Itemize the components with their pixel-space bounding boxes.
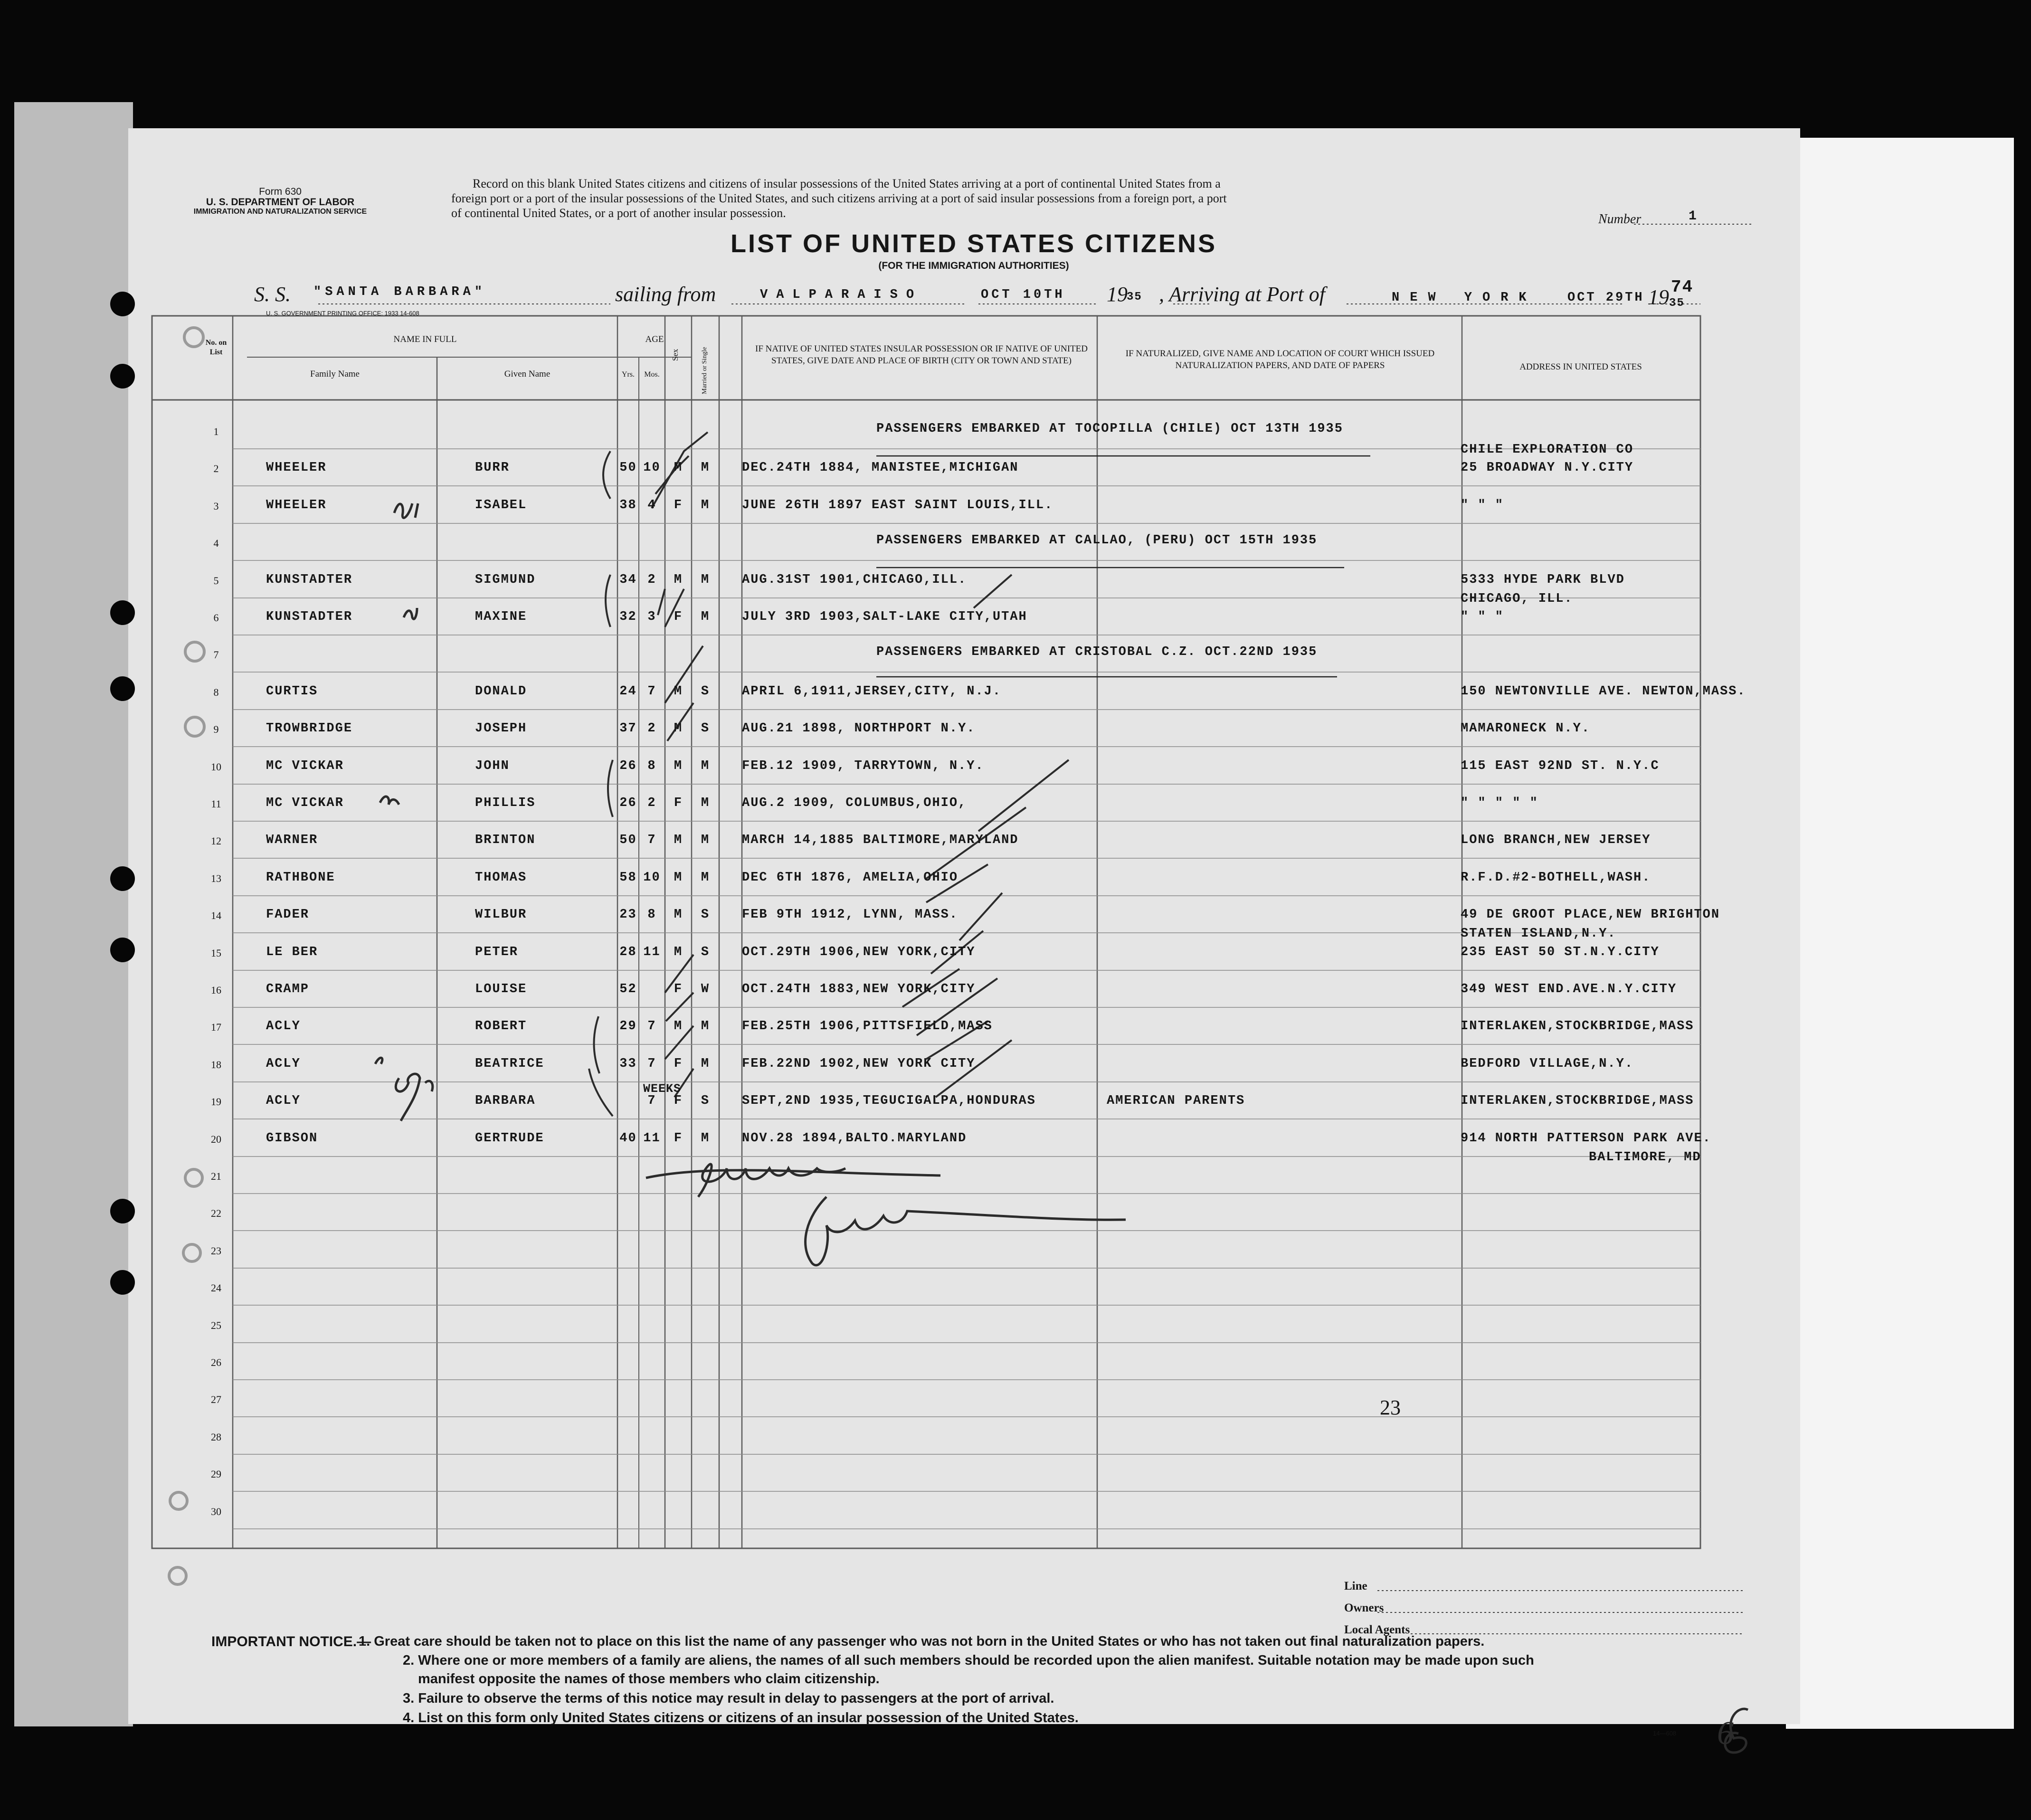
section-header: PASSENGERS EMBARKED AT CALLAO, (PERU) OCT 15TH 1935 [876, 533, 1318, 548]
age-years: 34 [619, 573, 637, 587]
section-header: PASSENGERS EMBARKED AT TOCOPILLA (CHILE) OCT 13TH 1935 [876, 422, 1343, 436]
col-header-address: ADDRESS IN UNITED STATES [1519, 362, 1642, 372]
address: MAMARONECK N.Y. [1461, 721, 1591, 736]
age-months: 7 [647, 684, 656, 699]
sailing-year: 35 [1127, 291, 1142, 303]
age-months: 8 [647, 759, 656, 773]
sex: F [674, 610, 683, 624]
sex: M [674, 1019, 683, 1033]
line-number: 10 [211, 761, 221, 773]
sex: F [674, 982, 683, 996]
given-name: SIGMUND [475, 573, 536, 587]
age-months: 11 [643, 945, 661, 959]
address: 150 NEWTONVILLE AVE. NEWTON,MASS. [1461, 684, 1746, 699]
family-name: ACLY [266, 1094, 301, 1108]
age-years: 33 [619, 1057, 637, 1071]
page-stamp: 23 [1380, 1396, 1401, 1419]
family-name: KUNSTADTER [266, 573, 353, 587]
given-name: BEATRICE [475, 1057, 544, 1071]
age-months: 2 [647, 573, 656, 587]
birth-date-place: FEB 9TH 1912, LYNN, MASS. [742, 908, 959, 922]
line-number: 9 [213, 723, 219, 735]
line-number: 2 [213, 463, 219, 474]
age-years: 26 [619, 759, 637, 773]
sex: M [674, 573, 683, 587]
sex: M [674, 461, 683, 475]
line-number: 24 [211, 1282, 221, 1294]
age-years: 32 [619, 610, 637, 624]
birth-date-place: FEB.22ND 1902,NEW YORK CITY [742, 1057, 976, 1071]
address: 25 BROADWAY N.Y.CITY [1461, 461, 1634, 475]
given-name: BURR [475, 461, 510, 475]
line-number: 11 [211, 798, 221, 810]
instruction-line-2: foreign port or a port of the insular possessions of the United States, and such citizens arriving at a port of said insular possessions from a foreign port, a port [451, 191, 1227, 205]
family-name: RATHBONE [266, 871, 335, 885]
notice-3: 3. Failure to observe the terms of this notice may result in delay to passengers at the port of arrival. [403, 1691, 1054, 1706]
address: BEDFORD VILLAGE,N.Y. [1461, 1057, 1634, 1071]
notice-2: 2. Where one or more members of a family are aliens, the names of all such members should be recorded upon the alien manifest. Suitable notation may be made upon such [403, 1653, 1534, 1668]
arrival-port: NEW YORK [1392, 291, 1537, 305]
given-name: PETER [475, 945, 519, 959]
line-number: 15 [211, 947, 221, 959]
address: " " " " " [1461, 796, 1538, 810]
sex: M [674, 759, 683, 773]
marital-status: M [701, 871, 710, 885]
marital-status: M [701, 833, 710, 847]
age-years: 38 [619, 498, 637, 512]
form-code: 14—608 [1653, 1730, 1677, 1737]
ship-name: "SANTA BARBARA" [313, 285, 486, 299]
arrival-date: OCT 29TH [1567, 291, 1644, 305]
address: R.F.D.#2-BOTHELL,WASH. [1461, 871, 1651, 885]
age-months: 8 [647, 908, 656, 922]
address: LONG BRANCH,NEW JERSEY [1461, 833, 1651, 847]
sailing-from-port: VALPARAISO [760, 288, 923, 302]
birth-date-place: DEC.24TH 1884, MANISTEE,MICHIGAN [742, 461, 1019, 475]
line-number: 5 [213, 575, 219, 587]
marital-status: S [701, 945, 710, 959]
col-header-naturalized: IF NATURALIZED, GIVE NAME AND LOCATION OF COURT WHICH ISSUED NATURALIZATION PAPERS, AND DATE OF PAPERS [1125, 349, 1435, 370]
birth-date-place: NOV.28 1894,BALTO.MARYLAND [742, 1131, 967, 1146]
address: 49 DE GROOT PLACE,NEW BRIGHTON [1461, 908, 1720, 922]
col-header-sex: Sex [671, 349, 680, 361]
marital-status: M [701, 461, 710, 475]
birth-date-place: JULY 3RD 1903,SALT-LAKE CITY,UTAH [742, 610, 1027, 624]
printing-office-line: U. S. GOVERNMENT PRINTING OFFICE: 1933 14-608 [266, 310, 419, 317]
address-line: BALTIMORE, MD [1589, 1150, 1701, 1165]
line-number: 4 [213, 537, 219, 549]
section-header: PASSENGERS EMBARKED AT CRISTOBAL C.Z. OCT.22ND 1935 [876, 645, 1318, 659]
line-number: 3 [213, 500, 219, 512]
family-name: WHEELER [266, 498, 327, 512]
arriving-label: , Arriving at Port of [1159, 283, 1325, 306]
form-number: Form 630 [259, 186, 302, 197]
col-header-mos: Mos. [644, 370, 660, 379]
address: 235 EAST 50 ST.N.Y.CITY [1461, 945, 1660, 959]
family-name: FADER [266, 908, 310, 922]
col-header-given-name: Given Name [504, 369, 550, 379]
given-name: LOUISE [475, 982, 527, 996]
address: INTERLAKEN,STOCKBRIDGE,MASS [1461, 1019, 1694, 1033]
sex: F [674, 1131, 683, 1146]
line-number: 27 [211, 1393, 221, 1405]
col-header-name-in-full: NAME IN FULL [393, 334, 457, 344]
marital-status: M [701, 498, 710, 512]
line-number: 1 [213, 426, 219, 437]
age-months: 2 [647, 721, 656, 736]
age-months: 7 [647, 833, 656, 847]
family-name: MC VICKAR [266, 796, 344, 810]
line-number: 22 [211, 1207, 221, 1219]
sailing-year-prefix: 19 [1107, 283, 1128, 306]
marital-status: M [701, 610, 710, 624]
sex: M [674, 871, 683, 885]
local-agents-label: Local Agents [1344, 1623, 1410, 1636]
age-months: 7 [647, 1094, 656, 1108]
family-name: WHEELER [266, 461, 327, 475]
arrival-year: 35 [1669, 297, 1685, 310]
address-line: CHICAGO, ILL. [1461, 592, 1573, 606]
address: " " " [1461, 610, 1504, 624]
sex: F [674, 796, 683, 810]
address: 349 WEST END.AVE.N.Y.CITY [1461, 982, 1677, 996]
naturalization: AMERICAN PARENTS [1107, 1094, 1245, 1108]
birth-date-place: OCT.29TH 1906,NEW YORK,CITY [742, 945, 976, 959]
marital-status: S [701, 908, 710, 922]
marital-status: M [701, 573, 710, 587]
notice-2-cont: manifest opposite the names of those members who claim citizenship. [418, 1671, 880, 1687]
age-months: 11 [643, 1131, 661, 1146]
line-number: 17 [211, 1021, 221, 1033]
marital-status: M [701, 1019, 710, 1033]
line-number: 14 [211, 910, 221, 921]
family-name: ACLY [266, 1057, 301, 1071]
sex: F [674, 1094, 683, 1108]
age-years: 58 [619, 871, 637, 885]
age-years: 40 [619, 1131, 637, 1146]
line-number: 26 [211, 1356, 221, 1368]
marital-status: M [701, 1057, 710, 1071]
age-months: 7 [647, 1019, 656, 1033]
age-years: 24 [619, 684, 637, 699]
weeks-note: WEEKS [643, 1082, 682, 1096]
sheet-number: 6 [1717, 1715, 1734, 1752]
age-months: 4 [647, 498, 656, 512]
ss-label: S. S. [254, 283, 291, 306]
family-name: WARNER [266, 833, 318, 847]
list-subtitle: (FOR THE IMMIGRATION AUTHORITIES) [878, 260, 1069, 271]
list-title: LIST OF UNITED STATES CITIZENS [731, 229, 1217, 258]
sailing-date: OCT 10TH [981, 288, 1065, 302]
line-number: 28 [211, 1431, 221, 1443]
sex: F [674, 1057, 683, 1071]
line-number: 12 [211, 835, 221, 847]
line-number: 21 [211, 1170, 221, 1182]
address: 5333 HYDE PARK BLVD [1461, 573, 1625, 587]
birth-date-place: OCT.24TH 1883,NEW YORK,CITY [742, 982, 976, 996]
col-header-age: AGE [645, 334, 664, 344]
birth-date-place: DEC 6TH 1876, AMELIA,OHIO [742, 871, 959, 885]
owners-label: Owners [1344, 1602, 1384, 1614]
age-months: 10 [643, 871, 661, 885]
age-months: 7 [647, 1057, 656, 1071]
instruction-line-1: Record on this blank United States citizens and citizens of insular possessions of the United States arriving at a port of continental United States from a [473, 177, 1221, 190]
birth-date-place: AUG.31ST 1901,CHICAGO,ILL. [742, 573, 967, 587]
sex: M [674, 684, 683, 699]
given-name: DONALD [475, 684, 527, 699]
col-header-family-name: Family Name [310, 369, 360, 379]
marital-status: S [701, 721, 710, 736]
given-name: MAXINE [475, 610, 527, 624]
instruction-line-3: of continental United States, or a port of another insular possession. [451, 206, 786, 220]
notice-1: 1. Great care should be taken not to place on this list the name of any passenger who was not born in the United States or who has not taken out final naturalization papers. [359, 1634, 1485, 1649]
given-name: THOMAS [475, 871, 527, 885]
line-number: 8 [213, 686, 219, 698]
sex: F [674, 498, 683, 512]
line-number: 20 [211, 1133, 221, 1145]
family-name: KUNSTADTER [266, 610, 353, 624]
marital-status: M [701, 759, 710, 773]
address-line: STATEN ISLAND,N.Y. [1461, 927, 1616, 941]
line-number: 19 [211, 1096, 221, 1108]
address: " " " [1461, 498, 1504, 512]
family-name: TROWBRIDGE [266, 721, 353, 736]
age-years: 26 [619, 796, 637, 810]
line-label: Line [1344, 1580, 1367, 1592]
address: INTERLAKEN,STOCKBRIDGE,MASS [1461, 1094, 1694, 1108]
number-label: Number [1598, 212, 1642, 227]
line-number: 16 [211, 984, 221, 996]
line-number: 6 [213, 612, 219, 624]
given-name: JOSEPH [475, 721, 527, 736]
sex: M [674, 945, 683, 959]
birth-date-place: JUNE 26TH 1897 EAST SAINT LOUIS,ILL. [742, 498, 1053, 512]
binding-strip [14, 102, 133, 1726]
age-years: 52 [619, 982, 637, 996]
age-years: 50 [619, 833, 637, 847]
family-name: CURTIS [266, 684, 318, 699]
age-years: 50 [619, 461, 637, 475]
department-name: U. S. DEPARTMENT OF LABOR [206, 197, 355, 208]
age-years: 23 [619, 908, 637, 922]
given-name: ROBERT [475, 1019, 527, 1033]
marital-status: M [701, 796, 710, 810]
age-months: 2 [647, 796, 656, 810]
col-header-married: Married or Single [701, 347, 708, 394]
address: 115 EAST 92ND ST. N.Y.C [1461, 759, 1660, 773]
birth-date-place: FEB.12 1909, TARRYTOWN, N.Y. [742, 759, 984, 773]
given-name: PHILLIS [475, 796, 536, 810]
family-name: LE BER [266, 945, 318, 959]
col-header-no: No. on List [205, 339, 227, 356]
given-name: JOHN [475, 759, 510, 773]
given-name: BRINTON [475, 833, 536, 847]
birth-date-place: AUG.21 1898, NORTHPORT N.Y. [742, 721, 976, 736]
line-number: 7 [213, 649, 219, 661]
given-name: WILBUR [475, 908, 527, 922]
stamp-number: 74 [1671, 277, 1694, 297]
arrival-year-prefix: 19 [1648, 285, 1669, 309]
birth-date-place: APRIL 6,1911,JERSEY,CITY, N.J. [742, 684, 1002, 699]
back-sheet [1786, 138, 2014, 1729]
line-number: 23 [211, 1245, 221, 1257]
age-months: 3 [647, 610, 656, 624]
line-number: 30 [211, 1506, 221, 1517]
notice-title: IMPORTANT NOTICE.— [211, 1634, 371, 1649]
family-name: CRAMP [266, 982, 310, 996]
marital-status: M [701, 1131, 710, 1146]
line-number: 13 [211, 872, 221, 884]
sailing-from-label: sailing from [615, 283, 716, 306]
marital-status: S [701, 1094, 710, 1108]
sex: M [674, 908, 683, 922]
age-years: 29 [619, 1019, 637, 1033]
number-value: 1 [1689, 209, 1698, 224]
birth-date-place: SEPT,2ND 1935,TEGUCIGALPA,HONDURAS [742, 1094, 1036, 1108]
age-years: 37 [619, 721, 637, 736]
family-name: ACLY [266, 1019, 301, 1033]
service-name: IMMIGRATION AND NATURALIZATION SERVICE [193, 208, 367, 216]
line-number: 18 [211, 1059, 221, 1071]
line-number: 29 [211, 1468, 221, 1480]
sex: M [674, 721, 683, 736]
birth-date-place: FEB.25TH 1906,PITTSFIELD,MASS [742, 1019, 993, 1033]
given-name: ISABEL [475, 498, 527, 512]
given-name: BARBARA [475, 1094, 536, 1108]
sex: M [674, 833, 683, 847]
address-line: CHILE EXPLORATION CO [1461, 443, 1634, 457]
line-number: 25 [211, 1319, 221, 1331]
address: 914 NORTH PATTERSON PARK AVE. [1461, 1131, 1711, 1146]
age-years: 28 [619, 945, 637, 959]
birth-date-place: AUG.2 1909, COLUMBUS,OHIO, [742, 796, 967, 810]
notice-4: 4. List on this form only United States citizens or citizens of an insular possession of the United States. [403, 1710, 1079, 1725]
family-name: MC VICKAR [266, 759, 344, 773]
col-header-birth: IF NATIVE OF UNITED STATES INSULAR POSSESSION OR IF NATIVE OF UNITED STATES, GIVE DATE AND PLACE OF BIRTH (CITY OR TOWN AND STATE) [755, 344, 1088, 366]
family-name: GIBSON [266, 1131, 318, 1146]
birth-date-place: MARCH 14,1885 BALTIMORE,MARYLAND [742, 833, 1019, 847]
marital-status: W [701, 982, 710, 996]
given-name: GERTRUDE [475, 1131, 544, 1146]
age-months: 10 [643, 461, 661, 475]
col-header-yrs: Yrs. [621, 370, 635, 379]
marital-status: S [701, 684, 710, 699]
